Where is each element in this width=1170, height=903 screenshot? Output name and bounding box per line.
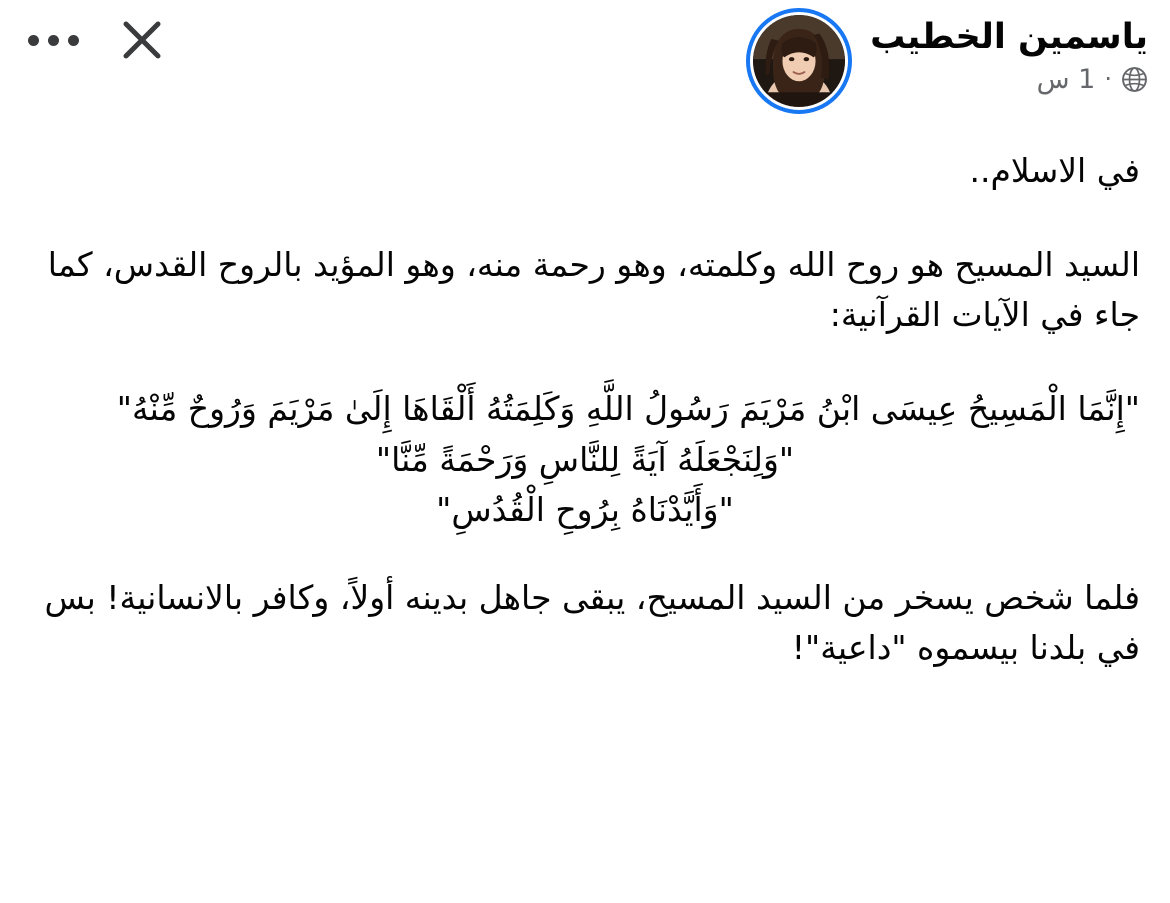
post-closing-paragraph: فلما شخص يسخر من السيد المسيح، يبقى جاهل بدينه أولاً، وكافر بالانسانية! بس في بلدنا بيسموه "داعية"!: [44, 577, 1140, 668]
meta-separator: ·: [1104, 65, 1112, 94]
post-header: [0, 0, 1170, 130]
verse-line: "إِنَّمَا الْمَسِيحُ عِيسَى ابْنُ مَرْيَمَ رَسُولُ اللَّهِ وَكَلِمَتُهُ أَلْقَاهَا إِلَىٰ مَرْيَمَ وَرُوحٌ مِّنْهُ": [116, 389, 1140, 429]
spacer: [30, 535, 1140, 573]
post-paragraph: السيد المسيح هو روح الله وكلمته، وهو رحمة منه، وهو المؤيد بالروح القدس، كما جاء في الآيات القرآنية:: [47, 245, 1140, 335]
verse-line: "وَلِنَجْعَلَهُ آيَةً لِلنَّاسِ وَرَحْمَةً مِّنَّا": [375, 439, 795, 479]
spacer: [30, 196, 1140, 240]
more-dot: [28, 35, 39, 46]
post-content: [0, 130, 1170, 673]
quran-verses: [30, 384, 1140, 534]
post-meta: [870, 63, 1148, 95]
author-header: [746, 8, 1148, 114]
more-options-icon[interactable]: [28, 17, 79, 63]
post-timestamp: 1 س: [1036, 63, 1096, 95]
author-name[interactable]: ياسمين الخطيب: [870, 17, 1148, 57]
header-actions: [28, 0, 165, 80]
verse-line: "وَأَيَّدْنَاهُ بِرُوحِ الْقُدُسِ": [436, 489, 734, 529]
avatar-image: [753, 15, 845, 107]
more-dot: [68, 35, 79, 46]
author-info: [870, 8, 1148, 93]
post-paragraph: في الاسلام..: [969, 151, 1140, 190]
spacer: [30, 340, 1140, 384]
avatar[interactable]: [746, 8, 852, 114]
more-dot: [48, 35, 59, 46]
globe-icon[interactable]: [1121, 66, 1148, 93]
close-icon[interactable]: [119, 17, 165, 63]
